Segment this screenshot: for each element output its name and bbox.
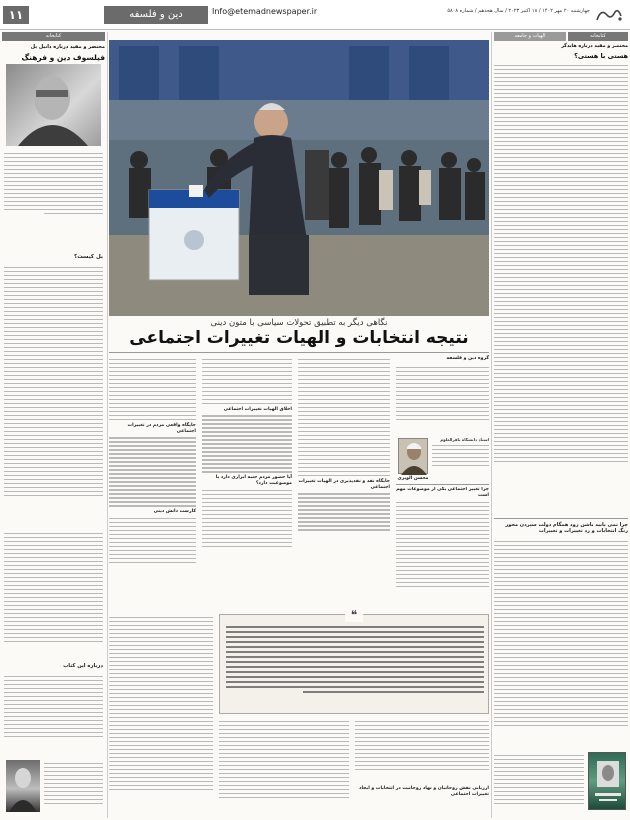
right-rule (494, 518, 628, 519)
left-text-block-5 (44, 760, 103, 814)
author-name: محسن الویری (397, 476, 429, 481)
left-text-block-2 (4, 264, 103, 526)
election-photo (109, 40, 489, 316)
article-headline: نتیجه انتخابات و الهیات تغییرات اجتماعی (129, 328, 469, 348)
left-section-title: بل کیست؟ (74, 254, 103, 260)
newspaper-header (0, 0, 630, 30)
subhead-7: جایگاه نقد و نقدپذیری در الهیات تغییرات اجتماعی (298, 478, 390, 490)
newspaper-logo-icon (593, 6, 625, 24)
text-column-lower-2 (219, 718, 349, 816)
text-column-lower-1 (109, 614, 213, 814)
subhead-4: کارست دانش دینی (153, 509, 196, 514)
subhead-5: چرا تغییر اجتماعی یکی از موضوعات مهم است (396, 487, 489, 498)
text-column-1 (109, 356, 196, 611)
left-bottom-title: درباره این کتاب (63, 663, 103, 669)
article-kicker: نگاهی دیگر به تطبیق تحولات سیاسی با متون دینی (210, 318, 388, 328)
subhead-2: جایگاه واقعی مردم در تغییرات اجتماعی (127, 422, 196, 434)
left-top-title: مختصر و مفید درباره دانیل بل (30, 44, 105, 50)
author-caption-block (432, 438, 489, 480)
subhead-9: ارزیابی نقش روحانیان و نهاد روحانیت در انتخابات و ایجاد تغییرات اجتماعی (359, 786, 489, 797)
right-small-title: مختصر و مفید درباره هایدگر (561, 44, 628, 49)
pull-quote-text (226, 623, 484, 711)
column-divider (107, 32, 108, 818)
author-heading: گروه دین و فلسفه (446, 356, 489, 361)
left-text-block-1 (4, 150, 103, 250)
page-number: ۱۱ (3, 6, 29, 24)
right-section-tag: کتابخانه (568, 32, 628, 41)
lower-3-body (355, 718, 489, 784)
headline-rule (109, 352, 489, 353)
book-cover-image (6, 760, 40, 812)
author-box-rule (396, 484, 489, 485)
portrait-photo (6, 64, 101, 146)
text-column-2 (202, 356, 292, 611)
right-text-block-1 (494, 62, 628, 514)
heidegger-book-cover (588, 752, 626, 810)
right-subhead: چرا نمی پایید باشن زود همگام دولت سپردن محور رنگ انتخابات و رد تغییرات و تغییرات (505, 522, 628, 534)
left-text-block-3 (4, 530, 103, 658)
subhead-1: اخلاق الهیات تغییرات اجتماعی (223, 406, 292, 412)
right-text-block-2 (494, 538, 628, 748)
left-section-tag: کتابخانه (2, 32, 105, 41)
quote-mark-icon: ❝ (345, 608, 363, 622)
upper-text-area (109, 356, 489, 611)
main-article (109, 32, 489, 818)
text-column-4 (396, 356, 489, 611)
right-section-tag-2: الهیات و جامعه (494, 32, 566, 41)
author-caption: استاد دانشگاه باقرالعلوم (440, 438, 489, 442)
subhead-3: آیا حضور مردم جنبه ابزاری دارد یا موضوعیت دارد؟ (215, 475, 292, 486)
date-line: چهارشنبه ۲۰ مهر ۱۴۰۲ / ۱۸ اکتبر ۲۰۲۳ / سال هجدهم / شماره ۵۸۰۸ (447, 8, 590, 14)
text-column-3 (298, 356, 390, 611)
right-title: هستی با هستی؟ (574, 52, 628, 60)
contact-email[interactable]: Info@etemadnewspaper.ir (212, 7, 318, 16)
text-column-4-body (396, 487, 489, 611)
left-column (2, 32, 105, 817)
pull-quote-box (219, 608, 489, 714)
intro-text (396, 364, 489, 434)
right-text-block-3 (494, 752, 584, 814)
section-title: دین و فلسفه (104, 6, 208, 24)
right-column (494, 32, 628, 818)
left-text-block-4 (4, 673, 103, 753)
left-book-title: فیلسوف دین و فرهنگ (21, 53, 105, 62)
text-column-lower-3 (355, 718, 489, 816)
column-divider-right (491, 32, 492, 818)
author-photo (398, 438, 428, 474)
